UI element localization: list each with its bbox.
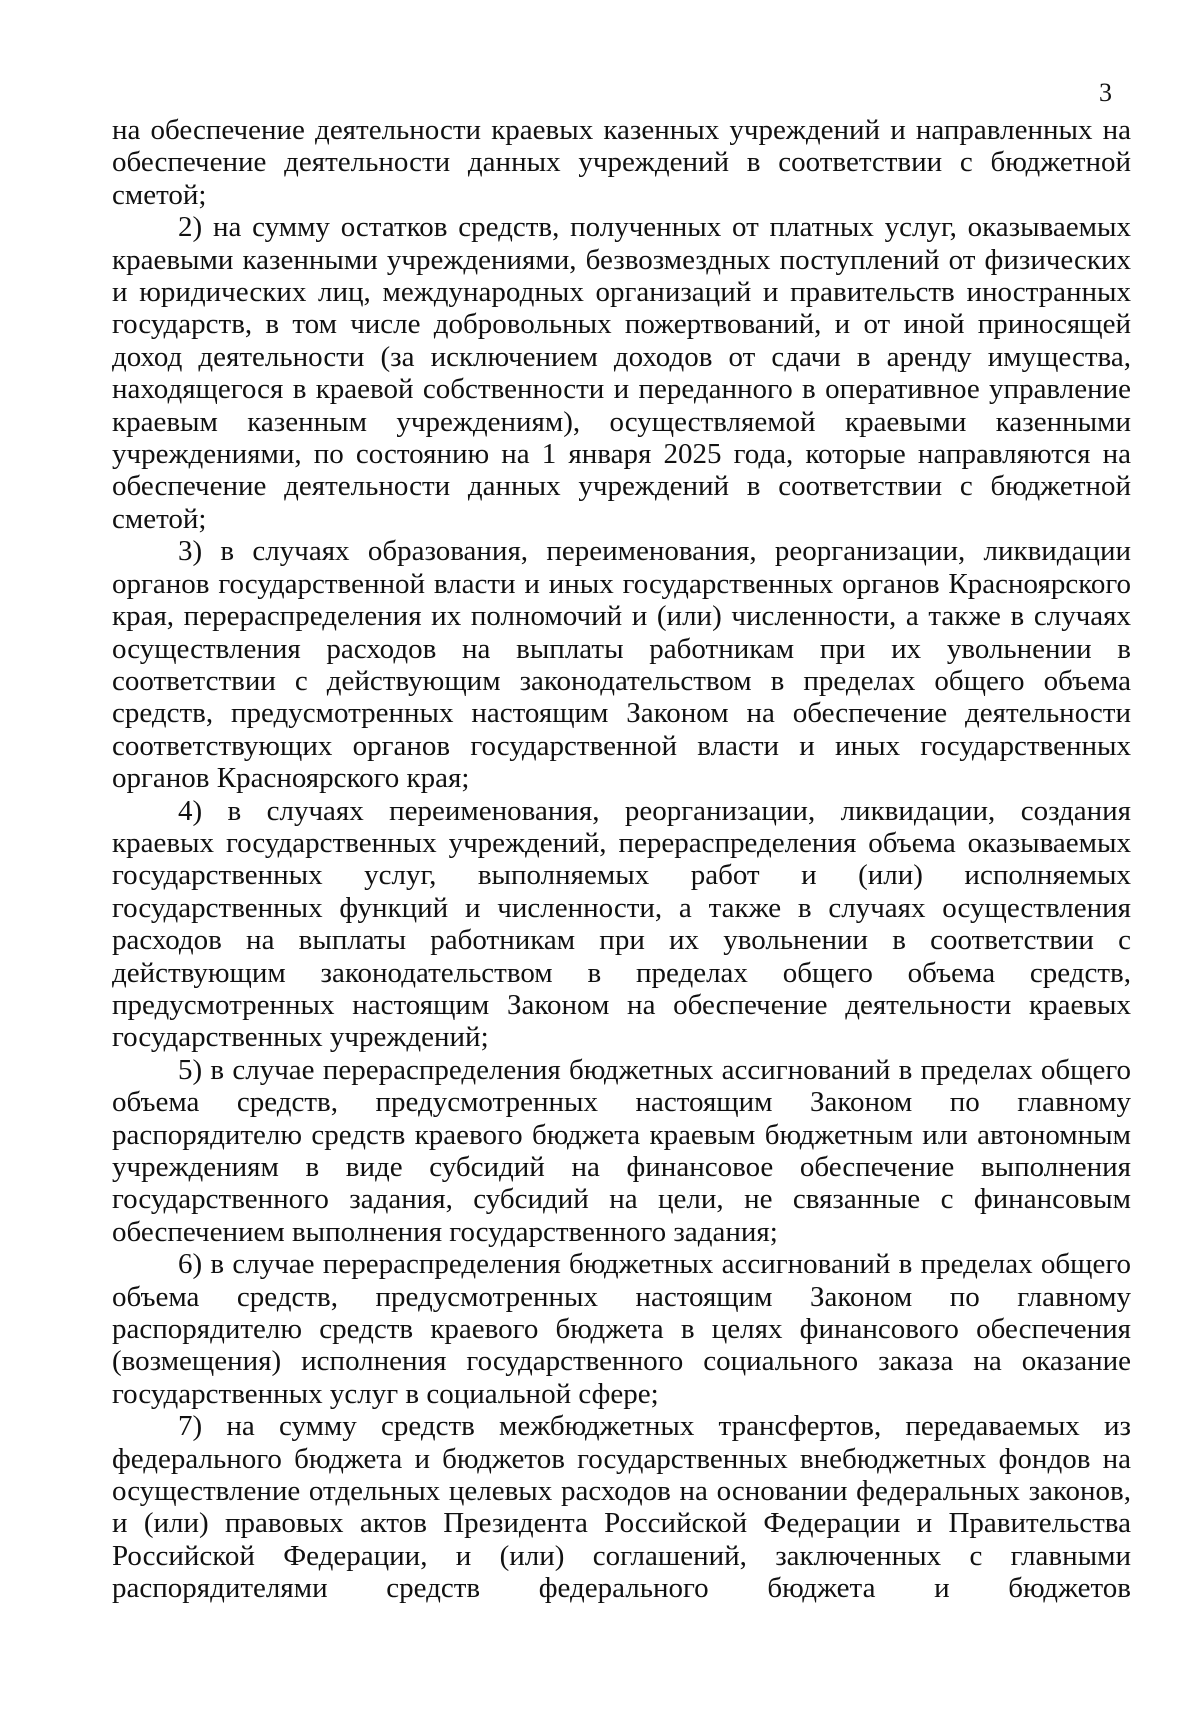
list-item-7: 7) на сумму средств межбюджетных трансфертов, передаваемых из федерального бюджета и бюджетов государственных внебюджетных фондов на осуществление отдельных целевых расходов на основании федеральных законов, и (или) правовых актов Президента Российской Федерации и Правительства Российской Федерации, и (или) соглашений, заключенных с главными распорядителями средств федерального бюджета и бюджетов <box>112 1410 1131 1605</box>
list-item-4: 4) в случаях переименования, реорганизации, ликвидации, создания краевых государственных учреждений, перераспределения объема оказываемых государственных услуг, выполняемых работ и (или) исполняемых государственных функций и численности, а также в случаях осуществления расходов на выплаты работникам при их увольнении в соответствии с действующим законодательством в пределах общего объема средств, предусмотренных настоящим Законом на обеспечение деятельности краевых государственных учреждений; <box>112 794 1131 1054</box>
list-item-5: 5) в случае перераспределения бюджетных ассигнований в пределах общего объема средств, предусмотренных настоящим Законом по главному распорядителю средств краевого бюджета краевым бюджетным или автономным учреждениям в виде субсидий на финансовое обеспечение выполнения государственного задания, субсидий на цели, не связанные с финансовым обеспечением выполнения государственного задания; <box>112 1053 1131 1248</box>
list-item-3: 3) в случаях образования, переименования, реорганизации, ликвидации органов государственной власти и иных государственных органов Красноярского края, перераспределения их полномочий и (или) численности, а также в случаях осуществления расходов на выплаты работникам при их увольнении в соответствии с действующим законодательством в пределах общего объема средств, предусмотренных настоящим Законом на обеспечение деятельности соответствующих органов государственной власти и иных государственных органов Красноярского края; <box>112 535 1131 795</box>
list-item-2: 2) на сумму остатков средств, полученных от платных услуг, оказываемых краевыми казенными учреждениями, безвозмездных поступлений от физических и юридических лиц, международных организаций и правительств иностранных государств, в том числе добровольных пожертвований, и от иной приносящей доход деятельности (за исключением доходов от сдачи в аренду имущества, находящегося в краевой собственности и переданного в оперативное управление краевым казенным учреждениям), осуществляемой краевыми казенными учреждениями, по состоянию на 1 января 2025 года, которые направляются на обеспечение деятельности данных учреждений в соответствии с бюджетной сметой; <box>112 211 1131 535</box>
page-number: 3 <box>1099 78 1112 107</box>
list-item-6: 6) в случае перераспределения бюджетных ассигнований в пределах общего объема средств, предусмотренных настоящим Законом по главному распорядителю средств краевого бюджета в целях финансового обеспечения (возмещения) исполнения государственного социального заказа на оказание государственных услуг в социальной сфере; <box>112 1248 1131 1410</box>
paragraph-continuation: на обеспечение деятельности краевых казенных учреждений и направленных на обеспечение деятельности данных учреждений в соответствии с бюджетной сметой; <box>112 114 1131 211</box>
document-body <box>112 114 1131 1605</box>
